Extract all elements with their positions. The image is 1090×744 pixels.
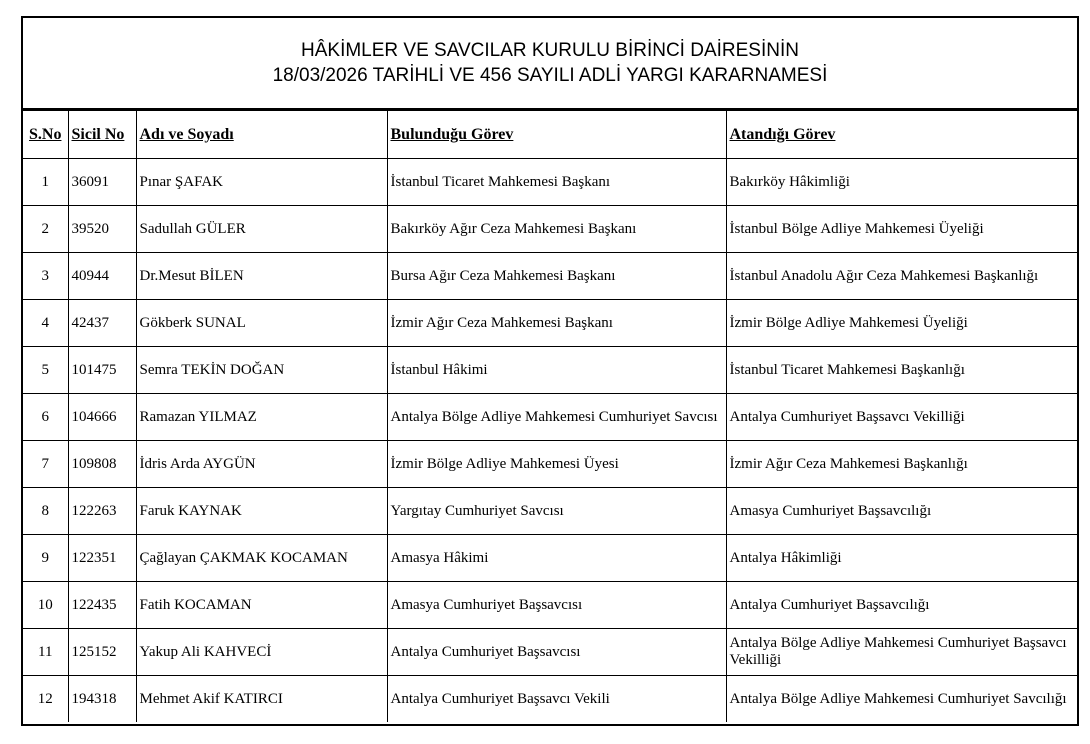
- cell-sno: 1: [23, 159, 68, 206]
- cell-name: Pınar ŞAFAK: [136, 159, 387, 206]
- cell-name: Fatih KOCAMAN: [136, 582, 387, 629]
- cell-assigned-position: Bakırköy Hâkimliği: [726, 159, 1077, 206]
- header-current-position: Bulunduğu Görev: [387, 111, 726, 159]
- table-row: [23, 159, 1077, 206]
- table-row: [23, 676, 1077, 723]
- table-row: [23, 488, 1077, 535]
- cell-name: Sadullah GÜLER: [136, 206, 387, 253]
- cell-assigned-position: Amasya Cumhuriyet Başsavcılığı: [726, 488, 1077, 535]
- cell-assigned-position: İstanbul Anadolu Ağır Ceza Mahkemesi Başkanlığı: [726, 253, 1077, 300]
- cell-sicil-no: 122263: [68, 488, 136, 535]
- cell-sicil-no: 36091: [68, 159, 136, 206]
- cell-name: Yakup Ali KAHVECİ: [136, 629, 387, 676]
- table-row: [23, 300, 1077, 347]
- title-line-2: 18/03/2026 TARİHLİ VE 456 SAYILI ADLİ YARGI KARARNAMESİ: [272, 65, 828, 86]
- decree-document: [21, 16, 1079, 726]
- header-sno: S.No: [23, 111, 68, 159]
- table-row: [23, 394, 1077, 441]
- cell-sno: 3: [23, 253, 68, 300]
- cell-current-position: Amasya Cumhuriyet Başsavcısı: [387, 582, 726, 629]
- cell-sno: 11: [23, 629, 68, 676]
- cell-name: İdris Arda AYGÜN: [136, 441, 387, 488]
- cell-sicil-no: 122435: [68, 582, 136, 629]
- cell-name: Çağlayan ÇAKMAK KOCAMAN: [136, 535, 387, 582]
- cell-name: Gökberk SUNAL: [136, 300, 387, 347]
- cell-sicil-no: 122351: [68, 535, 136, 582]
- cell-current-position: Antalya Bölge Adliye Mahkemesi Cumhuriyet Savcısı: [387, 394, 726, 441]
- document-title: [23, 18, 1077, 110]
- cell-sicil-no: 104666: [68, 394, 136, 441]
- cell-name: Semra TEKİN DOĞAN: [136, 347, 387, 394]
- cell-sicil-no: 101475: [68, 347, 136, 394]
- cell-sno: 9: [23, 535, 68, 582]
- cell-current-position: Amasya Hâkimi: [387, 535, 726, 582]
- table-body: [23, 159, 1077, 723]
- cell-current-position: İzmir Ağır Ceza Mahkemesi Başkanı: [387, 300, 726, 347]
- cell-name: Mehmet Akif KATIRCI: [136, 676, 387, 723]
- cell-name: Dr.Mesut BİLEN: [136, 253, 387, 300]
- cell-sicil-no: 125152: [68, 629, 136, 676]
- cell-current-position: Bursa Ağır Ceza Mahkemesi Başkanı: [387, 253, 726, 300]
- cell-current-position: Yargıtay Cumhuriyet Savcısı: [387, 488, 726, 535]
- cell-sno: 6: [23, 394, 68, 441]
- cell-assigned-position: Antalya Bölge Adliye Mahkemesi Cumhuriyet Başsavcı Vekilliği: [726, 629, 1077, 676]
- header-assigned-position: Atandığı Görev: [726, 111, 1077, 159]
- cell-sicil-no: 109808: [68, 441, 136, 488]
- cell-sno: 12: [23, 676, 68, 723]
- cell-sno: 5: [23, 347, 68, 394]
- header-sicil-no: Sicil No: [68, 111, 136, 159]
- cell-current-position: Bakırköy Ağır Ceza Mahkemesi Başkanı: [387, 206, 726, 253]
- cell-sno: 2: [23, 206, 68, 253]
- cell-assigned-position: İzmir Ağır Ceza Mahkemesi Başkanlığı: [726, 441, 1077, 488]
- cell-sno: 4: [23, 300, 68, 347]
- cell-sno: 7: [23, 441, 68, 488]
- table-header-row: [23, 111, 1077, 159]
- table-row: [23, 206, 1077, 253]
- cell-sicil-no: 194318: [68, 676, 136, 723]
- cell-assigned-position: İzmir Bölge Adliye Mahkemesi Üyeliği: [726, 300, 1077, 347]
- cell-assigned-position: Antalya Bölge Adliye Mahkemesi Cumhuriyet Savcılığı: [726, 676, 1077, 723]
- cell-sno: 10: [23, 582, 68, 629]
- cell-sicil-no: 42437: [68, 300, 136, 347]
- assignment-table: [23, 110, 1077, 722]
- cell-assigned-position: İstanbul Ticaret Mahkemesi Başkanlığı: [726, 347, 1077, 394]
- cell-sno: 8: [23, 488, 68, 535]
- cell-current-position: Antalya Cumhuriyet Başsavcısı: [387, 629, 726, 676]
- cell-name: Ramazan YILMAZ: [136, 394, 387, 441]
- header-name: Adı ve Soyadı: [136, 111, 387, 159]
- cell-assigned-position: İstanbul Bölge Adliye Mahkemesi Üyeliği: [726, 206, 1077, 253]
- cell-assigned-position: Antalya Cumhuriyet Başsavcı Vekilliği: [726, 394, 1077, 441]
- cell-current-position: Antalya Cumhuriyet Başsavcı Vekili: [387, 676, 726, 723]
- cell-sicil-no: 40944: [68, 253, 136, 300]
- cell-sicil-no: 39520: [68, 206, 136, 253]
- title-line-1: HÂKİMLER VE SAVCILAR KURULU BİRİNCİ DAİRESİNİN: [301, 40, 799, 61]
- table-row: [23, 535, 1077, 582]
- cell-assigned-position: Antalya Hâkimliği: [726, 535, 1077, 582]
- table-row: [23, 253, 1077, 300]
- cell-current-position: İzmir Bölge Adliye Mahkemesi Üyesi: [387, 441, 726, 488]
- table-row: [23, 441, 1077, 488]
- cell-current-position: İstanbul Ticaret Mahkemesi Başkanı: [387, 159, 726, 206]
- table-row: [23, 582, 1077, 629]
- cell-name: Faruk KAYNAK: [136, 488, 387, 535]
- cell-current-position: İstanbul Hâkimi: [387, 347, 726, 394]
- table-row: [23, 347, 1077, 394]
- table-row: [23, 629, 1077, 676]
- cell-assigned-position: Antalya Cumhuriyet Başsavcılığı: [726, 582, 1077, 629]
